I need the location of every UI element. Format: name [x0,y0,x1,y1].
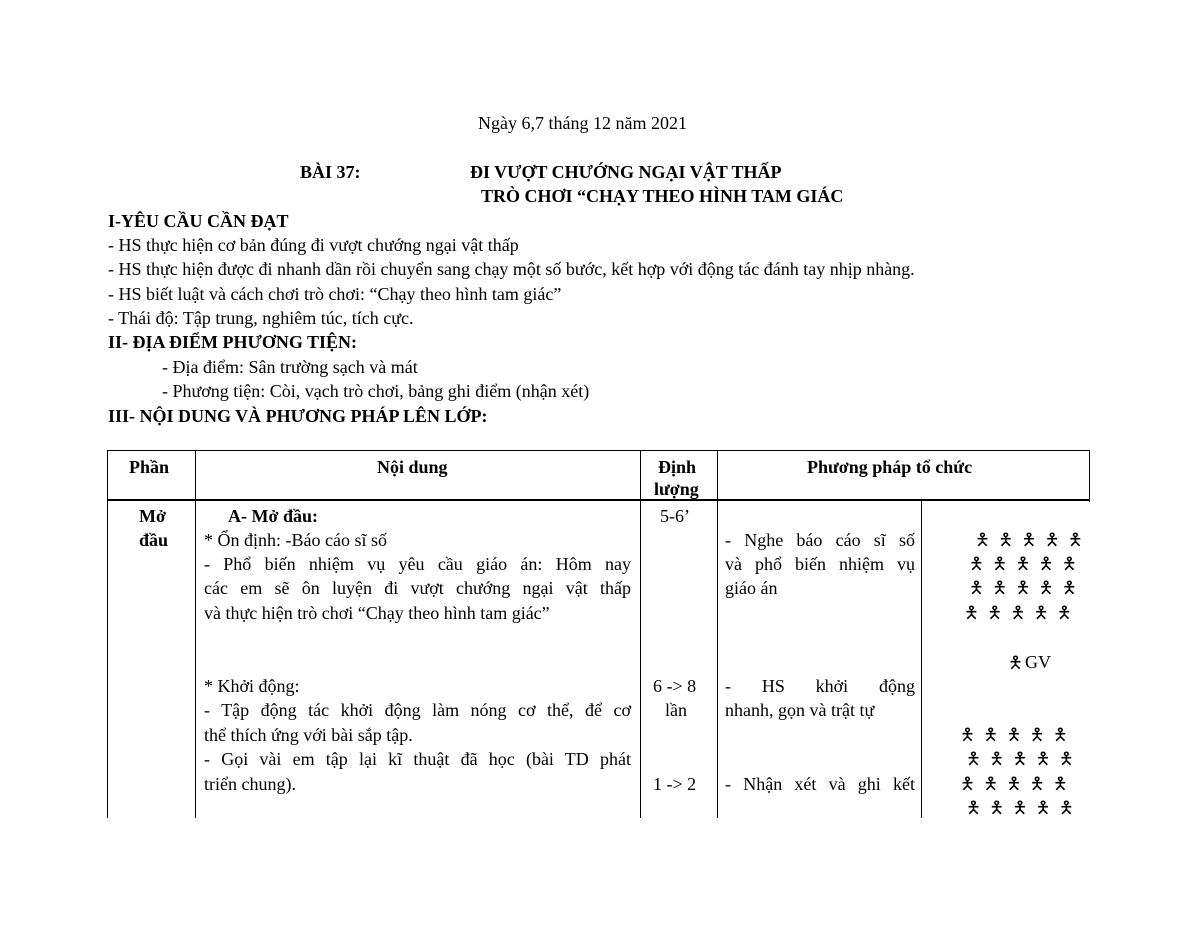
person-icon-row: 🯅 🯅 🯅 🯅 🯅 [960,725,1070,744]
requirement-item: - HS biết luật và cách chơi trò chơi: “Chạy theo hình tam giác” [108,284,562,304]
section-1-heading: I-YÊU CẦU CẦN ĐẠT [108,211,289,231]
requirement-item: - HS thực hiện được đi nhanh dần rồi chuyển sang chạy một số bước, kết hợp với động tác đánh tay nhịp nhàng. [108,259,915,279]
content-line: và thực hiện trò chơi “Chạy theo hình tam giác” [204,603,550,623]
teacher-label: GV [1024,652,1051,672]
person-icon-row: 🯅 🯅 🯅 🯅 🯅 [975,530,1085,549]
person-icon-row: 🯅 🯅 🯅 🯅 🯅 [969,554,1079,573]
quantity: 5-6’ [660,506,690,526]
content-line: - Phổ biến nhiệm vụ yêu cầu giáo án: Hôm nay [204,554,631,574]
header-dinh-luong-1: Định [658,457,697,477]
method-line: giáo án [725,578,778,598]
content-line: - Gọi vài em tập lại kĩ thuật đã học (bài TD phát [204,749,631,769]
header-phan: Phần [129,457,170,477]
method-line: - Nhận xét và ghi kết [725,774,915,794]
person-icon-row: 🯅 🯅 🯅 🯅 🯅 [960,774,1070,793]
section-2-heading: II- ĐỊA ĐIỂM PHƯƠNG TIỆN: [108,332,358,352]
method-line: và phổ biến nhiệm vụ [725,554,915,574]
khoi-dong: * Khởi động: [204,676,300,696]
part-label-2: đầu [139,530,169,550]
method-line: - Nghe báo cáo sĩ số [725,530,915,550]
content-line: - Tập động tác khởi động làm nóng cơ thể, để cơ [204,700,631,720]
person-icon-row: 🯅 🯅 🯅 🯅 🯅 [966,749,1076,768]
content-line: các em sẽ ôn luyện đi vượt chướng ngại vật thấp [204,578,631,598]
header-phuong-phap: Phương pháp tổ chức [807,457,973,477]
person-icon-row: 🯅 🯅 🯅 🯅 🯅 [966,798,1076,817]
content-line: thể thích ứng với bài sắp tập. [204,725,413,745]
date-line: Ngày 6,7 tháng 12 năm 2021 [478,113,687,133]
location-item: - Địa điểm: Sân trường sạch và mát [162,357,418,377]
quantity: lần [665,700,687,720]
lesson-title-2: TRÒ CHƠI “CHẠY THEO HÌNH TAM GIÁC [481,186,844,206]
lesson-number: BÀI 37: [300,162,361,182]
method-line: nhanh, gọn và trật tự [725,700,875,720]
requirement-item: - Thái độ: Tập trung, nghiêm túc, tích cực. [108,308,414,328]
person-icon-row: 🯅 🯅 🯅 🯅 🯅 [964,603,1074,622]
quantity: 1 -> 2 [653,774,697,794]
part-label-1: Mở [139,506,166,526]
quantity: 6 -> 8 [653,676,697,696]
header-noi-dung: Nội dung [377,457,448,477]
header-dinh-luong-2: lượng [654,479,699,499]
content-line: triển chung). [204,774,296,794]
requirement-item: - HS thực hiện cơ bản đúng đi vượt chướng ngại vật thấp [108,235,519,255]
equipment-item: - Phương tiện: Còi, vạch trò chơi, bảng ghi điểm (nhận xét) [162,381,590,401]
person-icon: 🯅 [1008,653,1025,672]
teacher-marker [1008,651,1051,674]
person-icon-row: 🯅 🯅 🯅 🯅 🯅 [969,578,1079,597]
part-title: A- Mở đầu: [228,506,318,526]
method-line: - HS khởi động [725,676,915,696]
section-3-heading: III- NỘI DUNG VÀ PHƯƠNG PHÁP LÊN LỚP: [108,406,488,426]
on-dinh: * Ổn định: -Báo cáo sĩ số [204,530,387,550]
lesson-title-1: ĐI VƯỢT CHƯỚNG NGẠI VẬT THẤP [470,162,782,182]
